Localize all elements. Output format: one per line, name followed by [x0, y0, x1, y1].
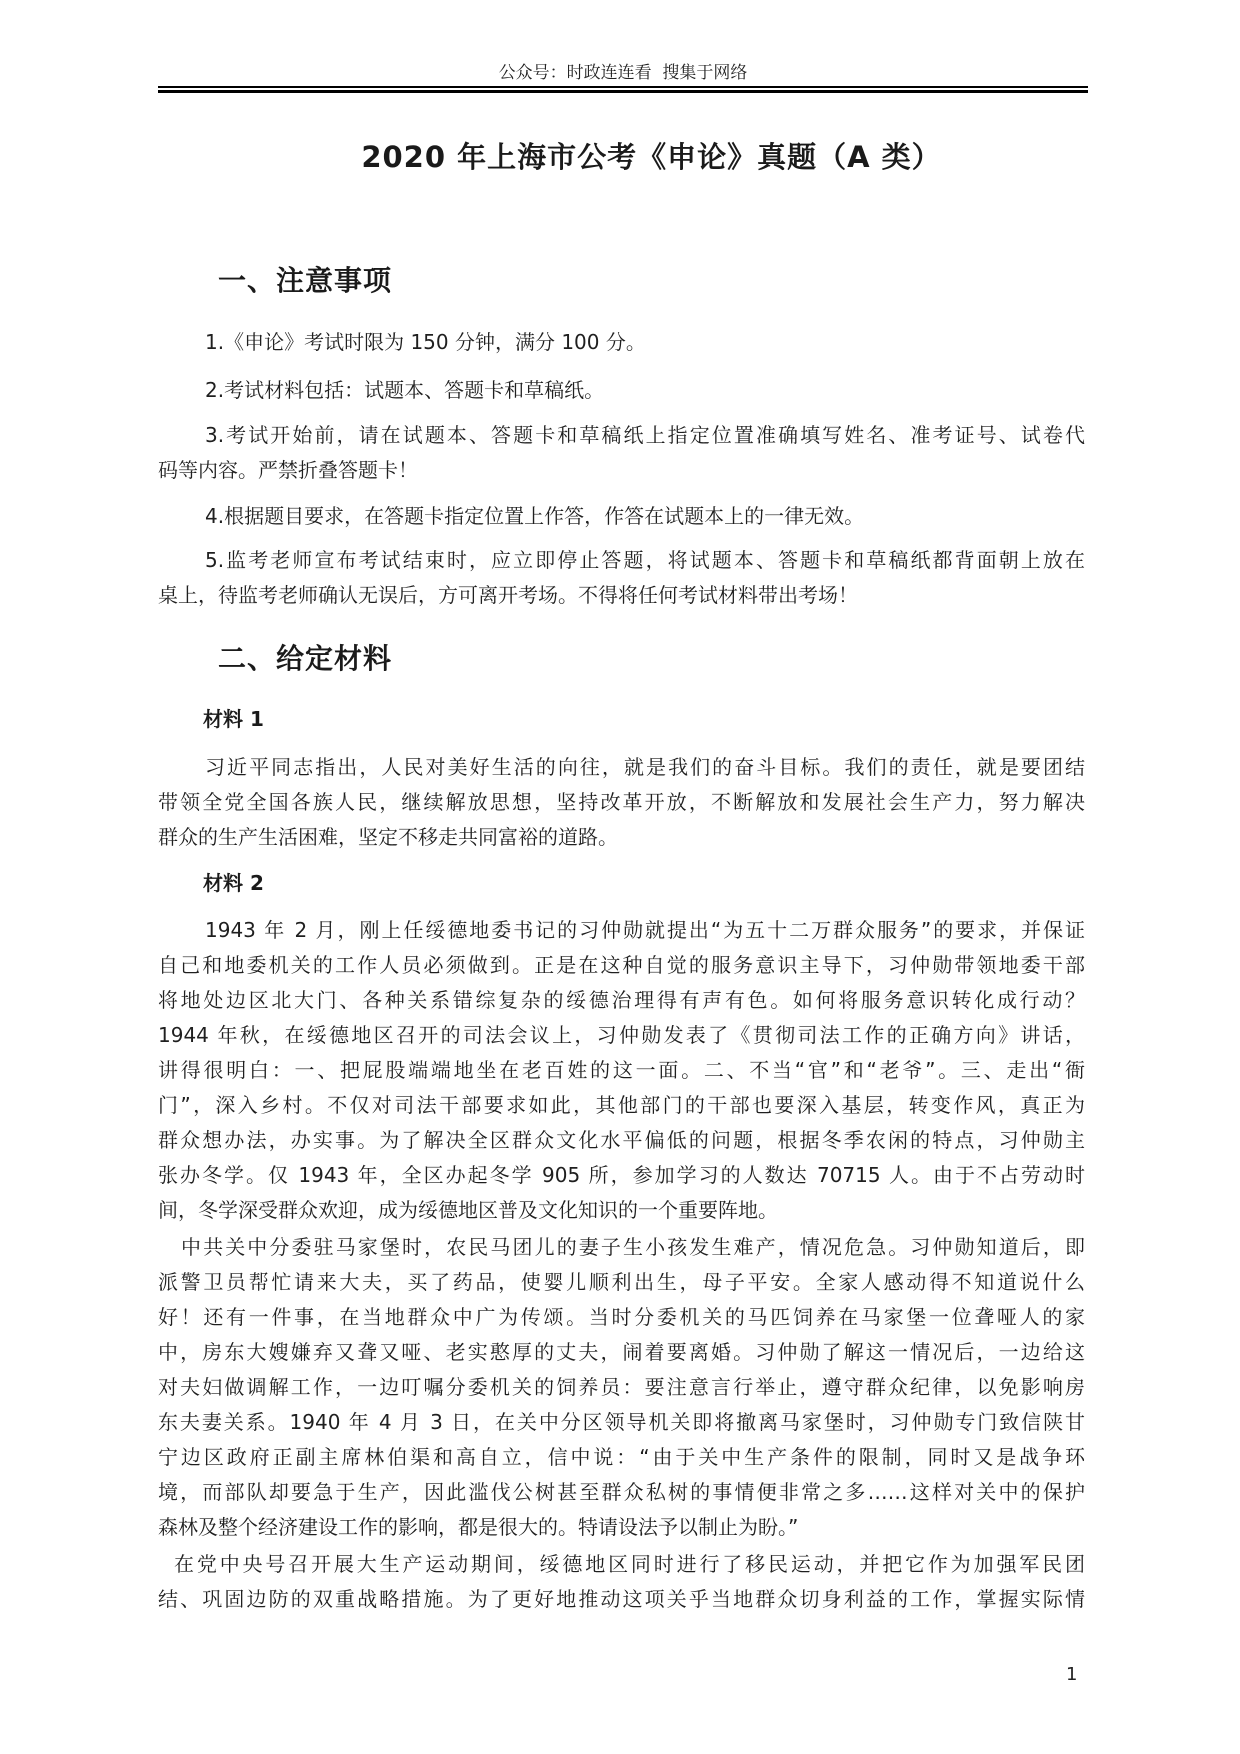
- paragraph-line: 结、巩固边防的双重战略措施。为了更好地推动这项关乎当地群众切身利益的工作，掌握实际情: [158, 1586, 1085, 1611]
- section-heading-materials: 二、给定材料: [218, 642, 393, 675]
- page-header-source-note: 公众号：时政连连看 搜集于网络: [498, 63, 748, 83]
- paragraph-line: 在党中央号召开展大生产运动期间，绥德地区同时进行了移民运动，并把它作为加强军民团: [174, 1551, 1085, 1576]
- paragraph-line: 东夫妻关系。1940 年 4 月 3 日，在关中分区领导机关即将撤离马家堡时，习仲勋专门致信陕甘: [158, 1409, 1085, 1434]
- notes-item-1: [158, 325, 1085, 360]
- paragraph-line: 习近平同志指出，人民对美好生活的向往，就是我们的奋斗目标。我们的责任，就是要团结: [205, 754, 1085, 779]
- material-2-paragraph-2: [158, 1230, 1085, 1546]
- paragraph-line: 1943 年 2 月，刚上任绥德地委书记的习仲勋就提出“为五十二万群众服务”的要求，并保证: [205, 917, 1085, 942]
- paragraph-line: 将地处边区北大门、各种关系错综复杂的绥德治理得有声有色。如何将服务意识转化成行动？: [158, 987, 1085, 1012]
- paragraph-line: 群众的生产生活困难，坚定不移走共同富裕的道路。: [158, 824, 618, 849]
- paragraph-line: 境，而部队却要急于生产，因此滥伐公树甚至群众私树的事情便非常之多……这样对关中的保护: [158, 1480, 1085, 1505]
- paragraph-line: 中共关中分委驻马家堡时，农民马团儿的妻子生小孩发生难产，情况危急。习仲勋知道后，即: [181, 1234, 1085, 1259]
- notes-item-line: 5.监考老师宣布考试结束时，应立即停止答题，将试题本、答题卡和草稿纸都背面朝上放在: [205, 547, 1085, 572]
- notes-item-line: 2.考试材料包括：试题本、答题卡和草稿纸。: [205, 377, 605, 402]
- notes-item-line: 4.根据题目要求，在答题卡指定位置上作答，作答在试题本上的一律无效。: [205, 503, 865, 528]
- notes-item-2: [158, 373, 1085, 408]
- section-heading-notes: 一、注意事项: [218, 264, 393, 297]
- header-double-rule: [158, 86, 1088, 93]
- material-2-paragraph-3: [158, 1547, 1085, 1617]
- material-1-paragraph: [158, 750, 1085, 855]
- paragraph-line: 中，房东大嫂嫌弃又聋又哑、老实憨厚的丈夫，闹着要离婚。习仲勋了解这一情况后，一边给这: [158, 1339, 1085, 1364]
- document-title: 2020 年上海市公考《申论》真题（A 类）: [361, 140, 942, 174]
- paragraph-line: 派警卫员帮忙请来大夫，买了药品，使婴儿顺利出生，母子平安。全家人感动得不知道说什么: [158, 1269, 1085, 1294]
- notes-item-4: [158, 499, 1085, 534]
- paragraph-line: 间，冬学深受群众欢迎，成为绥德地区普及文化知识的一个重要阵地。: [158, 1198, 778, 1223]
- notes-item-line: 桌上，待监考老师确认无误后，方可离开考场。不得将任何考试材料带出考场！: [158, 582, 858, 607]
- notes-item-5: [158, 543, 1085, 613]
- paragraph-line: 带领全党全国各族人民，继续解放思想，坚持改革开放，不断解放和发展社会生产力，努力解决: [158, 789, 1085, 814]
- paragraph-line: 张办冬学。仅 1943 年，全区办起冬学 905 所，参加学习的人数达 70715 人。由于不占劳动时: [158, 1163, 1085, 1188]
- notes-item-line: 1.《申论》考试时限为 150 分钟，满分 100 分。: [205, 329, 646, 354]
- notes-item-line: 码等内容。严禁折叠答题卡！: [158, 457, 418, 482]
- paragraph-line: 对夫妇做调解工作，一边叮嘱分委机关的饲养员：要注意言行举止，遵守群众纪律，以免影响房: [158, 1374, 1085, 1399]
- notes-item-line: 3.考试开始前，请在试题本、答题卡和草稿纸上指定位置准确填写姓名、准考证号、试卷代: [205, 422, 1085, 447]
- material-2-label: 材料 2: [203, 870, 264, 895]
- paragraph-line: 宁边区政府正副主席林伯渠和高自立，信中说：“由于关中生产条件的限制，同时又是战争环: [158, 1445, 1085, 1470]
- paragraph-line: 群众想办法，办实事。为了解决全区群众文化水平偏低的问题，根据冬季农闲的特点，习仲勋主: [158, 1128, 1085, 1153]
- paragraph-line: 1944 年秋，在绥德地区召开的司法会议上，习仲勋发表了《贯彻司法工作的正确方向》讲话，: [158, 1022, 1085, 1047]
- paragraph-line: 门”，深入乡村。不仅对司法干部要求如此，其他部门的干部也要深入基层，转变作风，真正为: [158, 1092, 1085, 1117]
- paragraph-line: 森林及整个经济建设工作的影响，都是很大的。特请设法予以制止为盼。”: [158, 1515, 799, 1540]
- paragraph-line: 自己和地委机关的工作人员必须做到。正是在这种自觉的服务意识主导下，习仲勋带领地委干部: [158, 952, 1085, 977]
- material-2-paragraph-1: [158, 913, 1085, 1229]
- material-1-label: 材料 1: [203, 706, 264, 731]
- page-number: 1: [1066, 1664, 1078, 1685]
- paragraph-line: 讲得很明白：一、把屁股端端地坐在老百姓的这一面。二、不当“官”和“老爷”。三、走出“衙: [158, 1057, 1085, 1082]
- notes-item-3: [158, 418, 1085, 488]
- paragraph-line: 好！还有一件事，在当地群众中广为传颂。当时分委机关的马匹饲养在马家堡一位聋哑人的家: [158, 1304, 1085, 1329]
